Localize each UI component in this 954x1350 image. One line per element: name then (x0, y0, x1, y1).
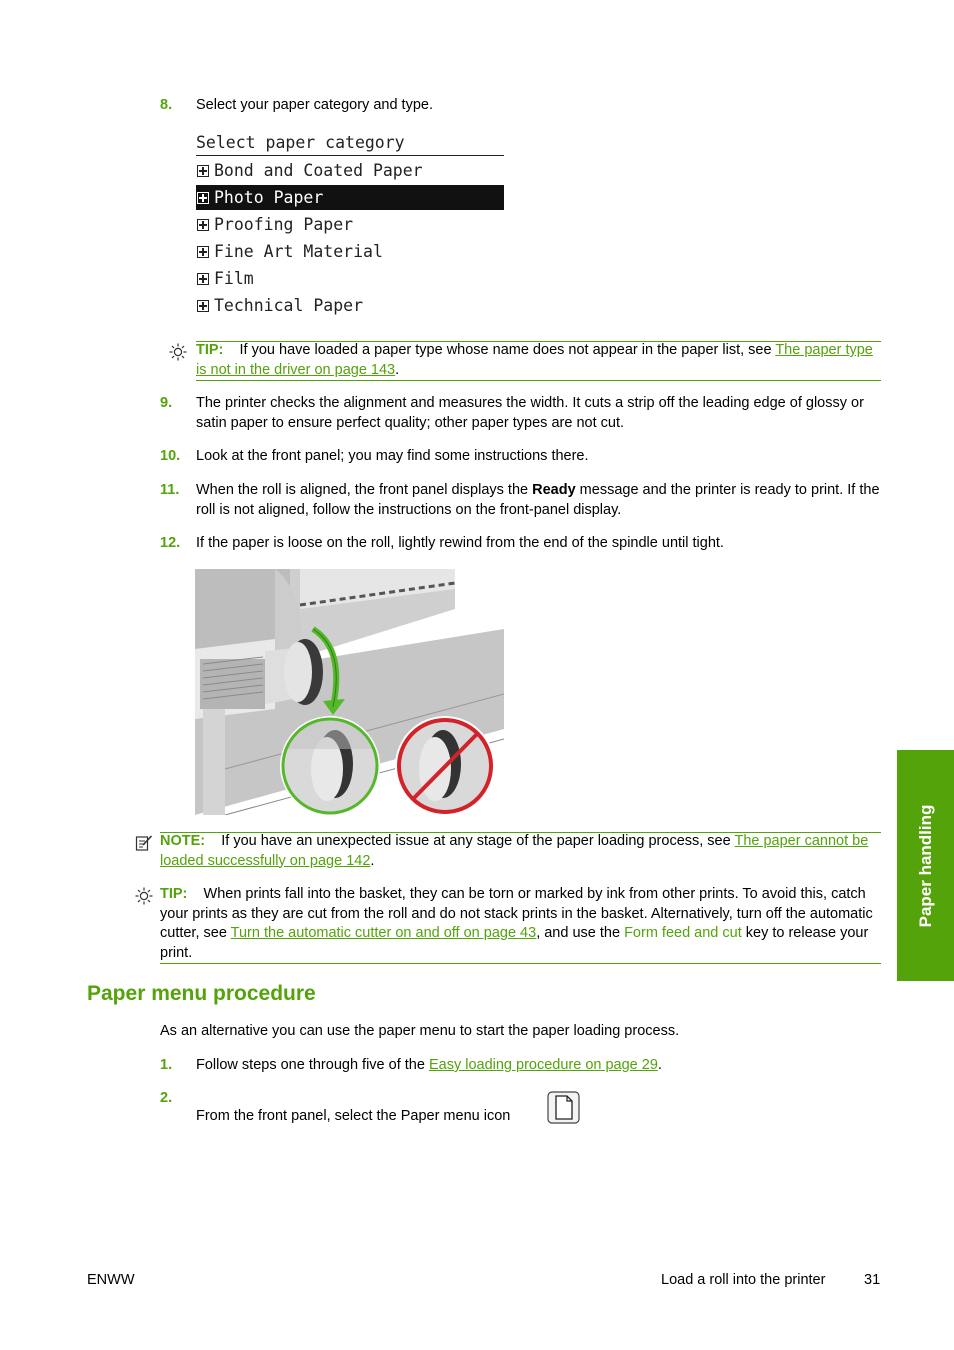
spindle-rewind-illustration (195, 569, 504, 815)
lcd-item-label: Proofing Paper (214, 215, 354, 234)
note-end: . (370, 852, 375, 869)
footer-chapter-title: Load a roll into the printer (661, 1272, 826, 1288)
step-text-part: When the roll is aligned, the front panel displays the (196, 482, 533, 498)
chapter-side-tab-label: Paper handling (915, 804, 935, 927)
tip-text: When prints fall into the basket, they can be torn or marked by ink from other prints. To avoid this, catch your prints as they are cut from the roll and do not stack prints in the basket. Alternatively, turn off the automatic cutter, see (160, 886, 873, 941)
step-number: 8. (160, 97, 173, 113)
step-text (196, 481, 882, 520)
tip-end: . (395, 361, 400, 378)
link-paper-type-not-in-driver[interactable]: The paper type is not in the driver on page 143 (196, 342, 873, 378)
lightbulb-icon (135, 887, 153, 905)
paper-menu-icon (547, 1091, 580, 1124)
expand-icon (197, 192, 209, 204)
tip-text: If you have loaded a paper type whose name does not appear in the paper list, see (239, 342, 776, 358)
link-automatic-cutter[interactable]: Turn the automatic cutter on and off on page 43 (230, 925, 537, 941)
expand-icon (197, 165, 209, 177)
step-text: The printer checks the alignment and measures the width. It cuts a strip off the leading edge of glossy or satin paper to ensure perfect quality; other paper types are not cut. (196, 395, 864, 431)
lcd-item-label: Bond and Coated Paper (214, 161, 423, 180)
tip-text: , and use the (536, 925, 625, 941)
tip-rule-bottom (196, 380, 881, 381)
lcd-item-fine-art[interactable] (196, 239, 504, 264)
section-heading: Paper menu procedure (87, 982, 316, 1005)
expand-icon (197, 246, 209, 258)
lcd-title: Select paper category (196, 131, 504, 156)
tip-rule-bottom (160, 963, 881, 964)
tip-paragraph (196, 341, 876, 380)
step-text-part: Follow steps one through five of the (196, 1057, 429, 1073)
lcd-item-bond[interactable] (196, 158, 504, 183)
front-panel-display (196, 131, 504, 318)
note-paragraph (160, 832, 872, 871)
link-easy-loading-procedure[interactable]: Easy loading procedure on page 29 (428, 1057, 658, 1073)
ready-keyword: Ready (532, 482, 576, 498)
step-number: 11. (160, 482, 180, 498)
page-number: 31 (864, 1272, 881, 1288)
tip-label: TIP: (196, 342, 224, 358)
step-number: 12. (160, 535, 181, 551)
footer-left: ENWW (87, 1272, 135, 1288)
note-label: NOTE: (160, 833, 206, 849)
lcd-item-proofing[interactable] (196, 212, 504, 237)
note-text: If you have an unexpected issue at any stage of the paper loading process, see (221, 833, 735, 849)
lcd-item-technical[interactable] (196, 293, 504, 318)
lcd-item-label: Photo Paper (214, 188, 324, 207)
step-number: 10. (160, 448, 181, 464)
step-number: 2. (160, 1090, 173, 1106)
lcd-item-label: Film (214, 269, 254, 288)
section-intro: As an alternative you can use the paper menu to start the paper loading process. (160, 1023, 680, 1039)
step-number: 9. (160, 395, 173, 411)
lcd-item-label: Fine Art Material (214, 242, 383, 261)
chapter-side-tab (897, 750, 954, 981)
step-text (196, 1107, 882, 1127)
tip-end: key to release your print. (160, 925, 869, 961)
step-text-part: message and the printer is ready to print. If the roll is not aligned, follow the instructions on the front-panel display. (196, 482, 880, 518)
expand-icon (197, 300, 209, 312)
step-text: Select your paper category and type. (196, 97, 433, 113)
lcd-item-film[interactable] (196, 266, 504, 291)
lightbulb-icon (169, 343, 187, 361)
step-text: Look at the front panel; you may find some instructions there. (196, 448, 589, 464)
step-text-part: . (657, 1057, 662, 1073)
expand-icon (197, 273, 209, 285)
step-number: 1. (160, 1057, 173, 1073)
step-text (196, 1056, 882, 1076)
tip-label: TIP: (160, 886, 188, 902)
expand-icon (197, 219, 209, 231)
tip-paragraph (160, 885, 882, 963)
step-text: If the paper is loose on the roll, lightly rewind from the end of the spindle until tight. (196, 535, 724, 551)
form-feed-key: Form feed and cut (624, 925, 742, 941)
lcd-item-photo[interactable] (196, 185, 504, 210)
link-paper-cannot-be-loaded[interactable]: The paper cannot be loaded successfully on page 142 (160, 833, 869, 869)
note-icon (135, 834, 153, 852)
lcd-item-label: Technical Paper (214, 296, 364, 315)
step-text-part: From the front panel, select the Paper menu icon (196, 1108, 515, 1124)
